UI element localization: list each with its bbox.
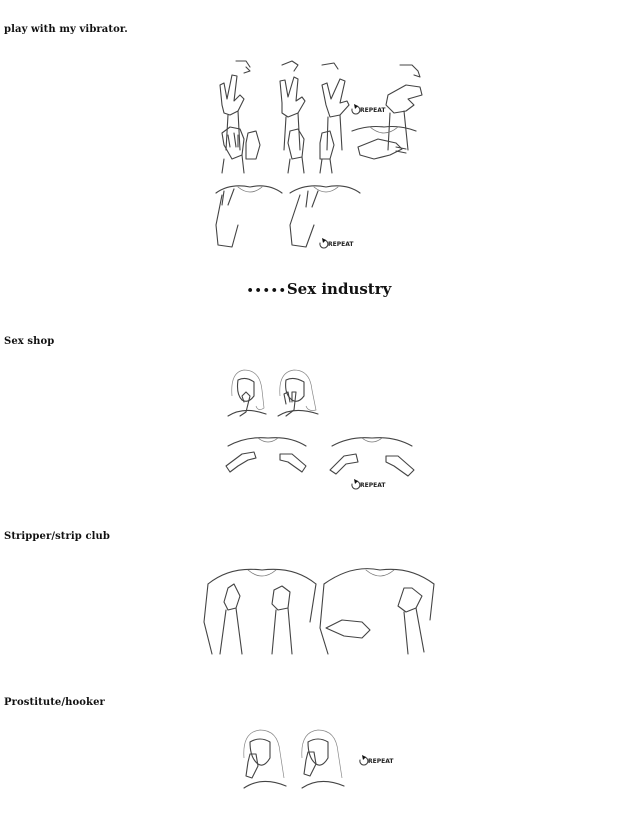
phrase-sex-shop: Sex shop <box>4 336 55 347</box>
prostitute-sign-illustration <box>238 728 408 794</box>
repeat-icon <box>352 479 360 489</box>
section-heading <box>0 280 638 298</box>
repeat-label: REPEAT <box>328 241 354 248</box>
stripper-torso-2 <box>320 569 434 654</box>
sex-shop-sign-illustration <box>222 366 422 496</box>
repeat-label: REPEAT <box>368 758 394 765</box>
sex-shop-torso-1 <box>226 438 306 472</box>
phrase-vibrator: play with my vibrator. <box>4 24 128 35</box>
prostitute-person-2 <box>302 730 344 788</box>
vibrator-hand-2 <box>280 61 305 150</box>
prostitute-person-1 <box>244 730 286 788</box>
section-title: Sex industry <box>286 280 392 298</box>
repeat-label: REPEAT <box>360 107 386 114</box>
repeat-icon <box>352 104 360 114</box>
stripper-torso-1 <box>204 569 316 654</box>
vibrator-torso-3 <box>290 186 360 247</box>
heading-bullets: ••••• <box>246 284 287 297</box>
vibrator-hand-4 <box>386 65 422 150</box>
stripper-sign-illustration <box>202 562 438 660</box>
repeat-icon <box>360 755 368 765</box>
vibrator-torso-2 <box>216 186 282 247</box>
repeat-label: REPEAT <box>360 482 386 489</box>
phrase-stripper: Stripper/strip club <box>4 531 111 542</box>
phrase-prostitute: Prostitute/hooker <box>4 697 105 708</box>
vibrator-grip-1 <box>222 127 260 173</box>
sex-shop-person-2 <box>278 370 318 416</box>
vibrator-hand-3 <box>322 63 349 150</box>
sex-shop-torso-2 <box>330 438 414 476</box>
vibrator-sign-illustration <box>210 55 440 255</box>
sex-shop-person-1 <box>228 370 266 416</box>
repeat-icon <box>320 238 328 248</box>
